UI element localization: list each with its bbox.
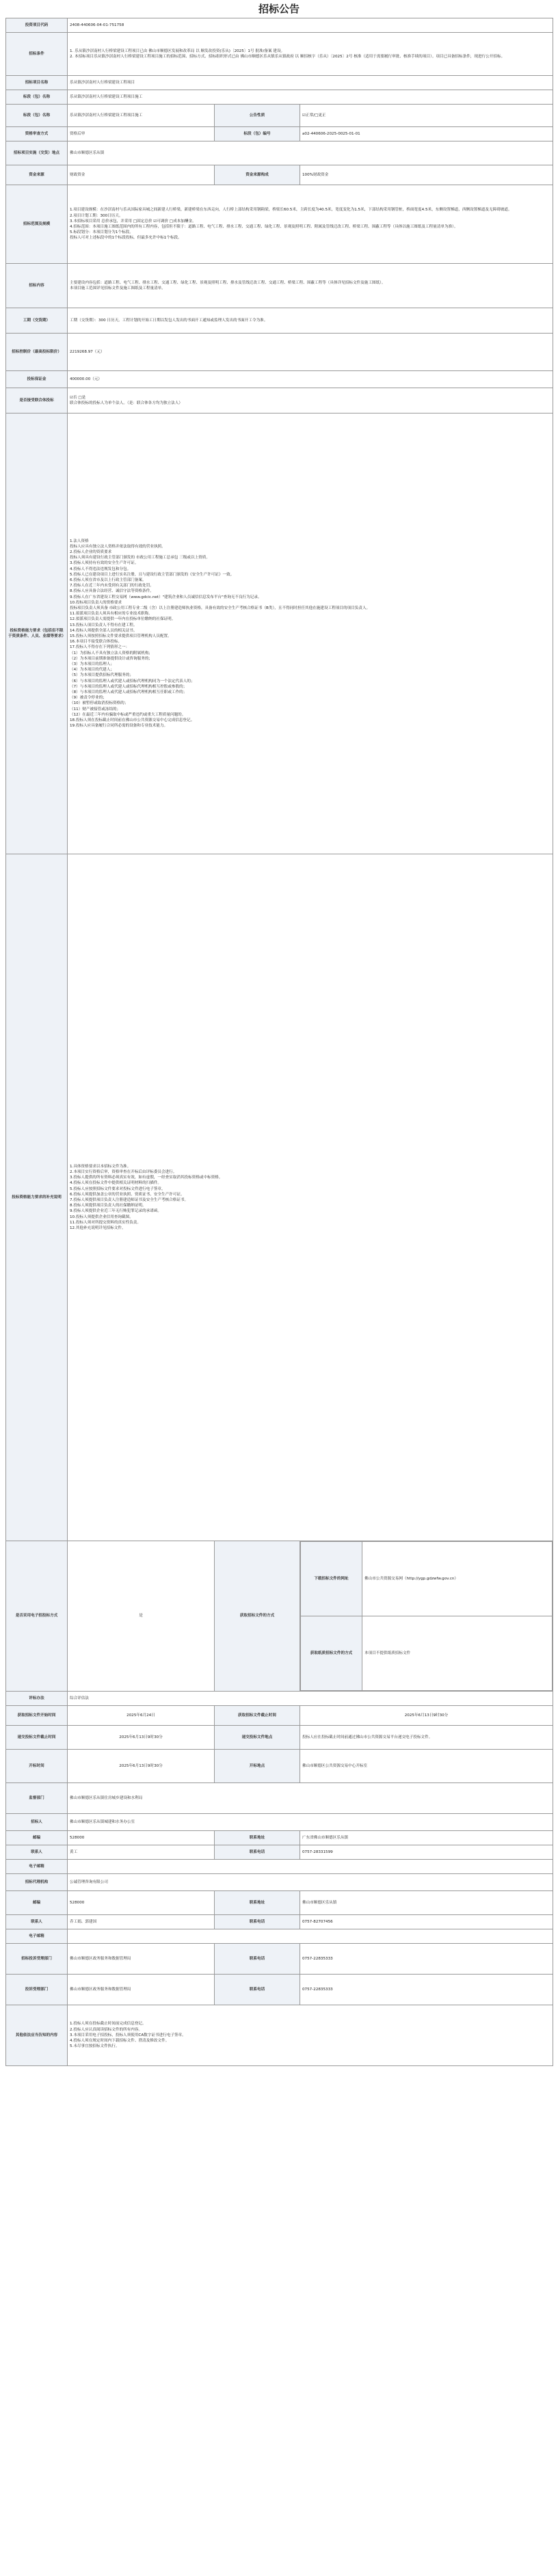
period-label: 工期（交货期） bbox=[6, 308, 68, 334]
qualification-line: 7.投标人在近三年内未受到有关部门的行政处罚。 bbox=[70, 584, 154, 588]
agency-name: 公诚管理咨询有限公司 bbox=[68, 1874, 553, 1891]
submit-place-label: 递交投标文件地点 bbox=[215, 1726, 300, 1750]
method-value: 综合评估法 bbox=[68, 1692, 553, 1706]
supplement-line: 8.投标人须提供项目负责人的社保缴纳证明。 bbox=[70, 1204, 146, 1208]
agency-addr-label: 联系地址 bbox=[215, 1891, 300, 1915]
period-value: 工期（交货期）：300 日历天。工程计划的开始工日期以发包人发出的书面开工通知或监理人发出的书面开工令为准。 bbox=[68, 308, 553, 334]
supplement-line: 5.投标人应按照招标文件要求对投标文件进行电子签章。 bbox=[70, 1187, 165, 1191]
tenderer-contact-value: 黄工 bbox=[68, 1845, 215, 1860]
notice-table bbox=[5, 18, 553, 2066]
package-name-value: 乐从镇沙滘南村人行桥梁建设工程项目施工 bbox=[68, 90, 553, 105]
qualification-line: 3.投标人须持有有效的安全生产许可证。 bbox=[70, 561, 139, 566]
qualification-line: 2.投标人企业的资质要求 bbox=[70, 550, 112, 554]
supplement-line: 7.投标人须提供项目负责人注册建造师证书及安全生产考核合格证书。 bbox=[70, 1198, 189, 1202]
qualification-line: 投标项目负责人须具备 市政公用工程专业二级（含）以上注册建造师执业资格，具备有效的安全生产考核合格证书（B类），且不得同时担任其他在施建设工程项目的项目负责人。 bbox=[70, 606, 371, 610]
download-label: 下载招标文件的网址 bbox=[301, 1542, 362, 1616]
complaint-value: 佛山市顺德区政务服务和数据管理局 bbox=[68, 1944, 215, 1975]
agency-zip-label: 邮编 bbox=[6, 1891, 68, 1915]
qualification-line: 投标人须具有建设行政主管部门颁发的 市政公用工程施工总承包 三级或以上资质。 bbox=[70, 556, 210, 560]
agency-contact-value: 乔工娟、郭建国 bbox=[68, 1915, 215, 1929]
qualification-line: （10）被暂停或取消投标资格的； bbox=[70, 701, 129, 706]
package-name-label: 标段（包）名称 bbox=[6, 90, 68, 105]
qualification-line: （7）与本项目的监理人或代建人或招标代理机构相互控股或参股的； bbox=[70, 684, 187, 689]
qualification-line: 18.投标人须在投标截止时间前在佛山市公共资源交易中心完成信息登记。 bbox=[70, 718, 195, 723]
qualification-line: 11.拟派项目负责人须具有相应的专业技术职称。 bbox=[70, 612, 152, 616]
qualification-line: （4）为本项目的代建人； bbox=[70, 668, 115, 673]
agency-phone-label: 联系电话 bbox=[215, 1915, 300, 1929]
package-code-value: a02-440606-2025-0025-01-01 bbox=[300, 127, 553, 141]
agency-email-value bbox=[68, 1929, 553, 1944]
submit-place-value: 投标人应在投标截止时间前通过佛山市公共资源交易平台递交电子投标文件。 bbox=[300, 1726, 553, 1750]
other-line: 1.投标人须在投标截止时间前完成信息登记。 bbox=[70, 2022, 146, 2026]
doc-end-value: 2025年6月13日9时30分 bbox=[300, 1706, 553, 1726]
tenderer-zip-label: 邮编 bbox=[6, 1831, 68, 1845]
qualification-line: 5.投标人已在建设项目上进行实名注册，且与建设行政主管部门颁发的《安全生产许可证》一致。 bbox=[70, 572, 235, 577]
open-time-value: 2025年6月13日9时30分 bbox=[68, 1750, 215, 1783]
doc-start-label: 获取招标文件开始时间 bbox=[6, 1706, 68, 1726]
qualification-line: 19.投标人应具备履行合同所必需的设备和专业技术能力。 bbox=[70, 724, 168, 729]
max-price-value: 2219268.97（元） bbox=[68, 334, 553, 371]
method-label: 评标办法 bbox=[6, 1692, 68, 1706]
bond-value: 400000.00（元） bbox=[68, 371, 553, 388]
agency-phone-value: 0757-82707456 bbox=[300, 1915, 553, 1929]
qualification-line: 15.投标人须按照招标文件要求提供项目管理机构人员配置。 bbox=[70, 634, 172, 638]
doc-start-value: 2025年6月24日 bbox=[68, 1706, 215, 1726]
qualification-method-value: 资格后审 bbox=[68, 127, 215, 141]
open-place-value: 佛山市顺德区公共资源交易中心开标室 bbox=[300, 1750, 553, 1783]
package-code-label: 标段（包）编号 bbox=[215, 127, 300, 141]
qualification-line: 12.拟派项目负责人需提供一年内在投标单位缴纳的社保证明。 bbox=[70, 617, 176, 622]
supervision-phone-value: 0757-22835333 bbox=[300, 1975, 553, 2005]
agency-email-label: 电子邮箱 bbox=[6, 1929, 68, 1944]
paper-method-label: 获取纸质招标文件的方式 bbox=[301, 1616, 362, 1691]
scope-line: 3.本招标项目采用 总价承包，并采用 □固定总价 ☑可调价 □成本加酬金。 bbox=[70, 219, 196, 223]
other-line: 3.本项目采用电子招投标，投标人须使用CA数字证书进行电子签章。 bbox=[70, 2033, 186, 2037]
other-label: 其他依法应当告知的内容 bbox=[6, 2005, 68, 2066]
consortium-choice: ☑否 □是 bbox=[70, 395, 86, 400]
tenderer-phone-label: 联系电话 bbox=[215, 1845, 300, 1860]
consortium-label: 是否接受联合体投标 bbox=[6, 388, 68, 413]
e-bid-value: 是 bbox=[68, 1541, 215, 1692]
get-method-cell bbox=[300, 1541, 553, 1692]
qualification-line: （3）为本项目的监理人； bbox=[70, 662, 115, 667]
consortium-value bbox=[68, 388, 553, 413]
conditions-line: 1. 乐从镇沙滘南村人行桥梁建设工程项目已由 佛山市顺德区发展和改革局 以 顺发改投资(乐从)〔2025〕1号 批准/备案 建设。 bbox=[70, 49, 285, 53]
e-bid-label: 是否采用电子招投标方式 bbox=[6, 1541, 68, 1692]
supplement-line: 4.投标人须在投标文件中提供相关证明材料的扫描件。 bbox=[70, 1181, 161, 1186]
document-title: 招标公告 bbox=[258, 3, 300, 15]
fund-ratio-value: 100%财政资金 bbox=[300, 165, 553, 185]
scope-line: 2.项目计划工期：300日历天。 bbox=[70, 213, 123, 218]
supervisor-value: 佛山市顺德区乐从镇住房城乡建设和水利局 bbox=[68, 1783, 553, 1814]
supplement-line: 10.投标人须提供企业信用查询截图。 bbox=[70, 1215, 133, 1219]
get-method-label: 获取招标文件的方式 bbox=[215, 1541, 300, 1692]
qualification-line: （11）财产被接管或冻结的； bbox=[70, 707, 121, 711]
doc-end-label: 获取招标文件截止时间 bbox=[215, 1706, 300, 1726]
download-link[interactable]: 佛山市公共资源交易网（http://ygp.gdzwfw.gov.cn） bbox=[362, 1542, 553, 1616]
deadline-value: 2025年6月13日9时30分 bbox=[68, 1726, 215, 1750]
supplement-line: 1.具体资格要求以本招标文件为准。 bbox=[70, 1164, 131, 1169]
supplement-line: 3.投标人提供的所有资料必须真实有效，如有虚假，一经查实取消其投标资格或中标资格。 bbox=[70, 1176, 223, 1180]
notice-page bbox=[5, 0, 553, 2066]
notice-type-value: ☑正常/□更正 bbox=[300, 105, 553, 127]
get-method-table bbox=[300, 1541, 553, 1691]
paper-method-value: 本项目不提供纸质招标文件 bbox=[362, 1616, 553, 1691]
supplement-line: 11.投标人须对所提交资料的真实性负责。 bbox=[70, 1220, 141, 1225]
project-no-value: 2408-440606-04-01-751758 bbox=[68, 18, 553, 33]
project-name-label: 招标项目名称 bbox=[6, 76, 68, 90]
scope-label: 招标范围及规模 bbox=[6, 185, 68, 264]
other-value bbox=[68, 2005, 553, 2066]
fund-value: 财政资金 bbox=[68, 165, 215, 185]
project-name-value: 乐从镇沙滘南村人行桥梁建设工程项目 bbox=[68, 76, 553, 90]
agency-label: 招标代理机构 bbox=[6, 1874, 68, 1891]
qualification-line: （1）为招标人不具有独立法人资格的附属机构； bbox=[70, 651, 153, 655]
qualification-label: 投标资格能力要求（包括但不限于资质条件、人员、业绩等要求） bbox=[6, 413, 68, 854]
qualification-line: （5）为本项目提供招标代理服务的； bbox=[70, 673, 134, 678]
content-line: 本项目施工范围详见招标文件及施工图纸及工程量清单。 bbox=[70, 286, 165, 290]
supervision-phone-label: 联系电话 bbox=[215, 1975, 300, 2005]
complaint-phone-value: 0757-22835333 bbox=[300, 1944, 553, 1975]
other-line: 5.未尽事宜按招标文件执行。 bbox=[70, 2044, 120, 2049]
scope-value bbox=[68, 185, 553, 264]
qualification-line: （12）在最近三年内有骗取中标或严重违约或重大工程质量问题的。 bbox=[70, 712, 186, 717]
agency-contact-label: 联系人 bbox=[6, 1915, 68, 1929]
content-value bbox=[68, 264, 553, 308]
conditions-value bbox=[68, 33, 553, 76]
tenderer-phone-value: 0757-28331599 bbox=[300, 1845, 553, 1860]
supervisor-label: 监督部门 bbox=[6, 1783, 68, 1814]
scope-line: 1.项目建设规模：在沙滘南村与乐从国际家具城之间新建人行桥梁，新建桥梁在东西走向，人行桥上部结构采用钢箱梁，桥梁长60.5米，主跨长度为40.5米，宽度变化为1.5米，下部结构采用钢管桩，桥面宽度4.5米，东侧设置梯道，西侧设置梯道及无障碍坡道。 bbox=[70, 208, 512, 213]
open-time-label: 开标时间 bbox=[6, 1750, 68, 1783]
tenderer-zip-value: 528000 bbox=[68, 1831, 215, 1845]
supplement-line: 2.本项目实行资格后审，资格审查在开标后由评标委员会进行。 bbox=[70, 1169, 177, 1174]
other-line: 4.投标人须在规定时间内下载招标文件、澄清及修改文件。 bbox=[70, 2039, 170, 2044]
supplement-line: 9.投标人须提供企业近三年无行贿犯罪记录的承诺函。 bbox=[70, 1209, 161, 1214]
qualification-line: 8.投标人应具备合法经营、诚信守法等资格条件。 bbox=[70, 589, 154, 594]
conditions-label: 招标条件 bbox=[6, 33, 68, 76]
qualification-line: 16.本项目不接受联合体投标。 bbox=[70, 640, 122, 645]
tenderer-addr-label: 联系地址 bbox=[215, 1831, 300, 1845]
fund-ratio-label: 资金来源构成 bbox=[215, 165, 300, 185]
tenderer-contact-label: 联系人 bbox=[6, 1845, 68, 1860]
tenderer-addr-value: 广东省佛山市顺德区乐从镇 bbox=[300, 1831, 553, 1845]
qualification-line: 10.投标项目负责人的资格要求 bbox=[70, 600, 122, 605]
tenderer-email-value bbox=[68, 1860, 553, 1874]
qualification-line: （8）与本项目的监理人或代建人或招标代理机构相互任职或工作的； bbox=[70, 690, 187, 695]
open-place-label: 开标地点 bbox=[215, 1750, 300, 1783]
scope-line: 4.招标范围：本项目施工图纸范围内的所有工程内容，包括但不限于：道路工程、电气工程、排水工程、交通工程、绿化工程、景观及照明工程、附属及管线迁改工程、桥梁工程、围蔽工程等（具体以施工图纸及工程量清单为准）。 bbox=[70, 225, 458, 229]
deadline-label: 递交投标文件截止时间 bbox=[6, 1726, 68, 1750]
content-label: 招标内容 bbox=[6, 264, 68, 308]
qualification-line: 17.投标人不得存在下列情形之一： bbox=[70, 645, 130, 650]
tenderer-email-label: 电子邮箱 bbox=[6, 1860, 68, 1874]
agency-zip-value: 528000 bbox=[68, 1891, 215, 1915]
qualification-line: （6）与本项目的监理人或代建人或招标代理机构同为一个法定代表人的； bbox=[70, 679, 195, 683]
supervision-value: 佛山市顺德区政务服务和数据管理局 bbox=[68, 1975, 215, 2005]
conditions-line: 2. 本招标项目乐从镇沙滘南村人行桥梁建设工程项目施工的招标范围、招标方式、招标组织形式已由 佛山市顺德区乐从镇乐从镇政府 以 顺招核字（乐从）〔2025〕2号 核准（适用于需要履行审批、核准手续的项目）。项目已具备招标条件，现进行公开招标。 bbox=[70, 55, 505, 59]
location-value: 佛山市顺德区乐从镇 bbox=[68, 141, 553, 165]
supervision-label: 投诉受理部门 bbox=[6, 1975, 68, 2005]
consortium-note: 联合体投标的投标人为单个法人。（是：联合体各方均为独立法人） bbox=[70, 401, 183, 405]
package-label: 标段（包）名称 bbox=[6, 105, 68, 127]
supplement-value bbox=[68, 854, 553, 1541]
agency-addr-value: 佛山市顺德区乐从镇 bbox=[300, 1891, 553, 1915]
supplement-line: 6.投标人须提供加盖公章的营业执照、资质证书、安全生产许可证。 bbox=[70, 1192, 185, 1197]
qualification-line: （9）被责令停业的； bbox=[70, 696, 107, 701]
notice-type-label: 公告性质 bbox=[215, 105, 300, 127]
scope-line: 5.标段划分：本项目划分为1个标段。 bbox=[70, 230, 133, 235]
fund-label: 资金来源 bbox=[6, 165, 68, 185]
tenderer-name: 佛山市顺德区乐从镇城建和水务办公室 bbox=[68, 1814, 553, 1831]
location-label: 招标项目实施（交货）地点 bbox=[6, 141, 68, 165]
supplement-line: 12.其他补充说明详见招标文件。 bbox=[70, 1226, 126, 1231]
complaint-label: 招标投诉受理部门 bbox=[6, 1944, 68, 1975]
qualification-line: 14.投标人须提供全部人员的相关证书。 bbox=[70, 628, 137, 633]
other-line: 2.投标人应认真阅读招标文件的所有内容。 bbox=[70, 2027, 143, 2032]
bond-label: 投标保证金 bbox=[6, 371, 68, 388]
supplement-label: 投标资格能力要求的补充说明 bbox=[6, 854, 68, 1541]
qualification-line: 13.投标人项目负责人不得有在建工程。 bbox=[70, 623, 137, 627]
scope-line: 投标人可对上述标段中的1个标段投标，但最多允许中标1个标段。 bbox=[70, 236, 182, 241]
tenderer-label: 招标人 bbox=[6, 1814, 68, 1831]
package-value: 乐从镇沙滘南村人行桥梁建设工程项目施工 bbox=[68, 105, 215, 127]
qualification-value bbox=[68, 413, 553, 854]
qualification-line: 6.投标人须在省市及以上行政主管部门备案。 bbox=[70, 578, 146, 582]
project-no-label: 投资项目代码 bbox=[6, 18, 68, 33]
qualification-line: 9.投标人在广东省建设工程交易网（www.gdcic.net）"建筑企业和人员诚信信息发布平台"查询无不良行为记录。 bbox=[70, 595, 262, 599]
qualification-line: （2）为本项目前期准备提供设计或咨询服务的； bbox=[70, 656, 153, 661]
qualification-line: 1.法人资格 bbox=[70, 539, 89, 543]
qualification-line: 投标人应具有独立法人资格并依法取得有效的营业执照。 bbox=[70, 544, 165, 549]
complaint-phone-label: 联系电话 bbox=[215, 1944, 300, 1975]
max-price-label: 招标控制价（最高投标限价） bbox=[6, 334, 68, 371]
qualification-method-label: 资格审查方式 bbox=[6, 127, 68, 141]
qualification-line: 4.投标人不得违法违规发包和分包。 bbox=[70, 567, 131, 571]
content-line: 主要建设内容包括：道路工程、电气工程、排水工程、交通工程、绿化工程、景观及照明工程、排水及管线迁改工程、交通工程、桥梁工程、围蔽工程等（具体详见招标文件及施工图纸）。 bbox=[70, 280, 386, 285]
